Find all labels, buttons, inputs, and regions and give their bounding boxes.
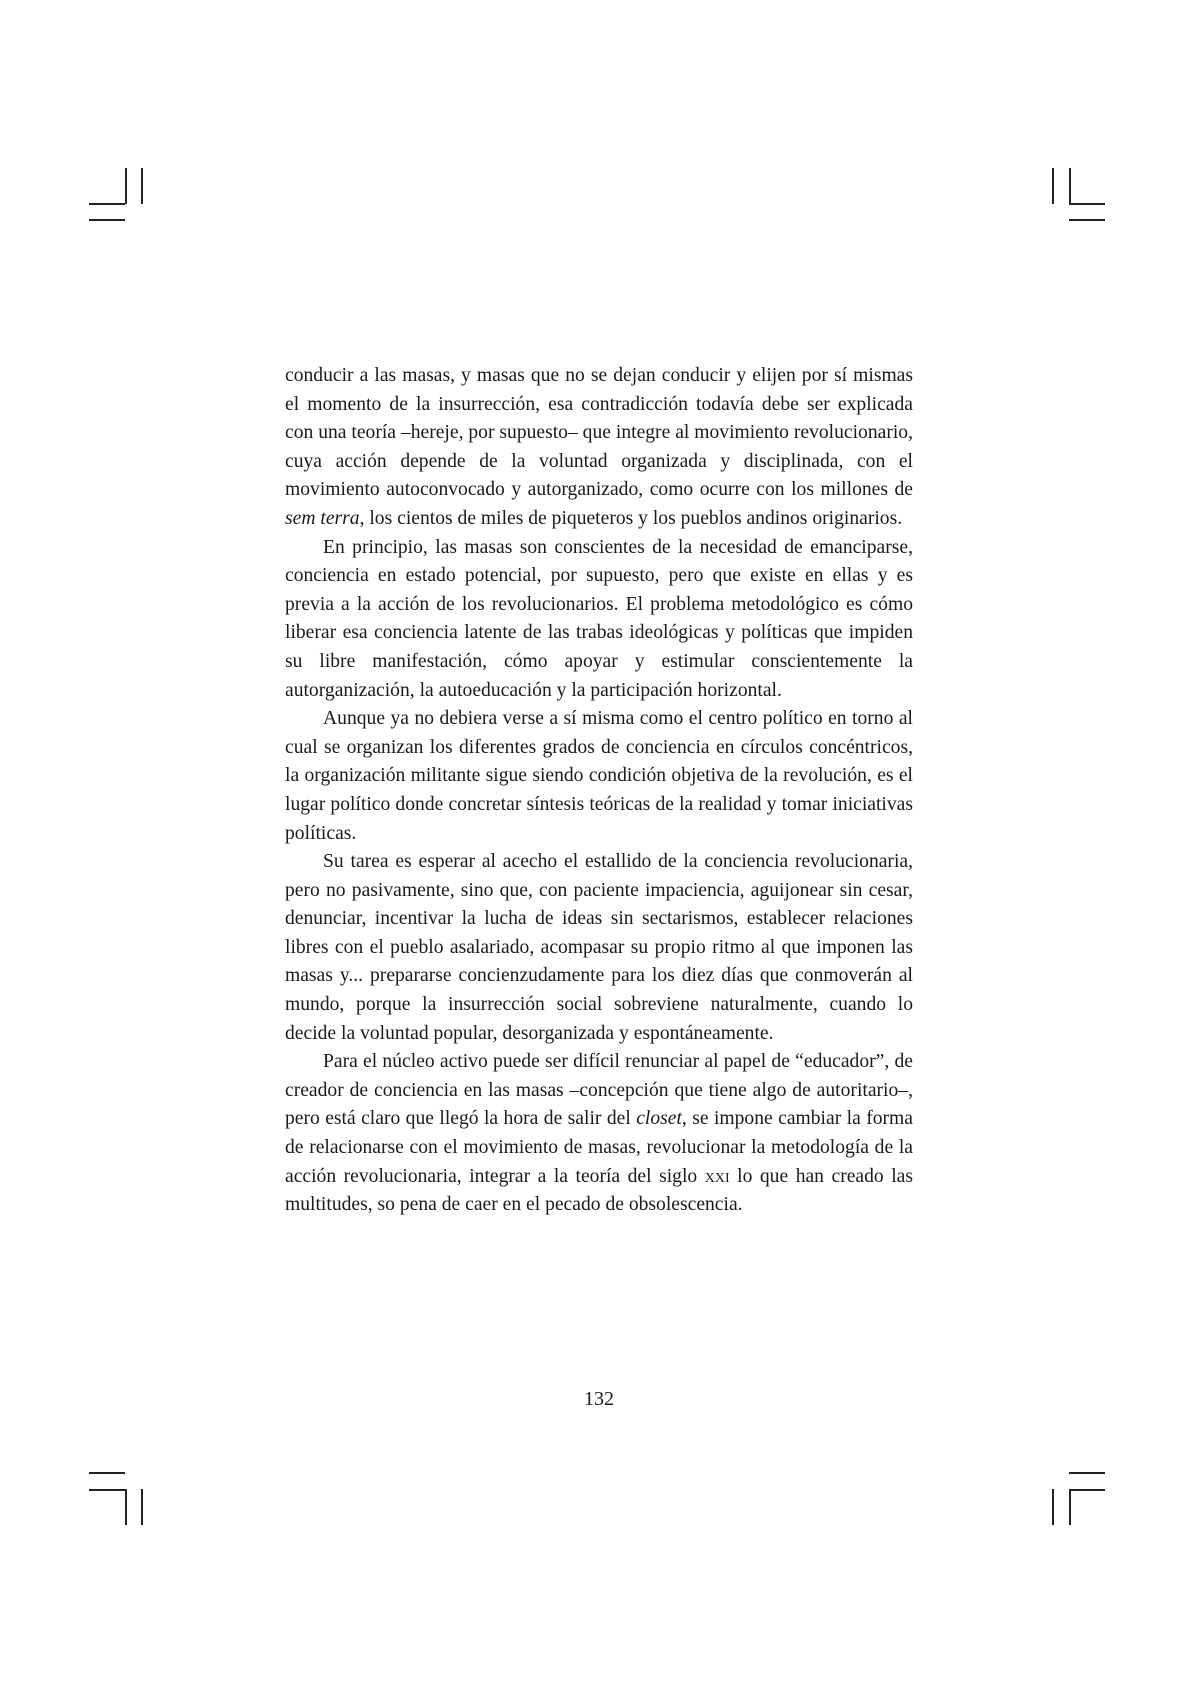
crop-mark-top-right-horizontal [1069,203,1105,205]
paragraph [285,362,913,534]
small-caps-text: xxi [704,1165,730,1187]
paragraph [285,1048,913,1220]
paragraph-text: Para el núcleo activo puede ser difícil renunciar al papel de “educador”, de creador de conciencia en las masas –concepción que tiene algo de autoritario–, pero está claro que llegó la hora de salir del [285,1051,913,1130]
crop-mark-top-left-vertical [125,168,127,204]
italic-text: sem terra [285,507,360,529]
paragraph-text: Su tarea es esperar al acecho el estallido de la conciencia revolucionaria, pero no pasivamente, sino que, con paciente impaciencia, aguijonear sin cesar, denunciar, incentivar la lucha de ideas sin sectarismos, establecer relaciones libres con el pueblo asalariado, acompasar su propio ritmo al que imponen las masas y... prepararse concienzudamente para los diez días que conmoverán al mundo, porque la insurrección social sobreviene naturalmente, cuando lo decide la voluntad popular, desorganizada y espontáneamente. [285,851,913,1044]
paragraph-text: , se impone cambiar la forma de relacionarse con el movimiento de masas, revolucionar la metodología de la acción revolucionaria, integrar a la teoría del siglo [285,1108,913,1187]
crop-mark-bottom-right-horizontal-inner [1069,1472,1105,1474]
crop-mark-bottom-left-horizontal [89,1489,125,1491]
crop-mark-bottom-right-horizontal [1069,1489,1105,1491]
paragraph-text: conducir a las masas, y masas que no se dejan conducir y elijen por sí mismas el momento de la insurrección, esa contradicción todavía debe ser explicada con una teoría –hereje, por supuesto– que integre al movimiento revolucionario, cuya acción depende de la voluntad organizada y disciplinada, con el movimiento autoconvocado y autorganizado, como ocurre con los millones de [285,365,913,501]
paragraph-text: Aunque ya no debiera verse a sí misma como el centro político en torno al cual se organizan los diferentes grados de conciencia en círculos concéntricos, la organización militante sigue siendo condición objetiva de la revolución, es el lugar político donde concretar síntesis teóricas de la realidad y tomar iniciativas políticas. [285,708,913,844]
crop-mark-bottom-right-vertical [1069,1489,1071,1525]
paragraph [285,848,913,1048]
paragraph-text: , los cientos de miles de piqueteros y los pueblos andinos originarios. [359,507,903,529]
crop-mark-top-right-vertical-outer [1052,168,1054,204]
crop-mark-bottom-left-vertical-outer [141,1489,143,1525]
paragraph [285,705,913,848]
crop-mark-top-right-horizontal-inner [1069,219,1105,221]
paragraph-text: lo que han creado las multitudes, so pena de caer en el pecado de obsolescencia. [285,1165,913,1216]
paragraph [285,534,913,706]
paragraph-text: En principio, las masas son conscientes de la necesidad de emanciparse, conciencia en estado potencial, por supuesto, pero que existe en ellas y es previa a la acción de los revolucionarios. El problema metodológico es cómo liberar esa conciencia latente de las trabas ideológicas y políticas que impiden su libre manifestación, cómo apoyar y estimular conscientemente la autorganización, la autoeducación y la participación horizontal. [285,536,913,701]
crop-mark-bottom-left-vertical [125,1489,127,1525]
page-number: 132 [584,1388,614,1410]
crop-mark-top-left-horizontal-inner [89,219,125,221]
crop-mark-bottom-right-vertical-outer [1052,1489,1054,1525]
body-text [285,362,913,1220]
crop-mark-top-left-horizontal [89,203,125,205]
italic-text: closet [636,1108,682,1130]
crop-mark-top-right-vertical [1069,168,1071,204]
crop-mark-bottom-left-horizontal-inner [89,1472,125,1474]
crop-mark-top-left-vertical-outer [141,168,143,204]
